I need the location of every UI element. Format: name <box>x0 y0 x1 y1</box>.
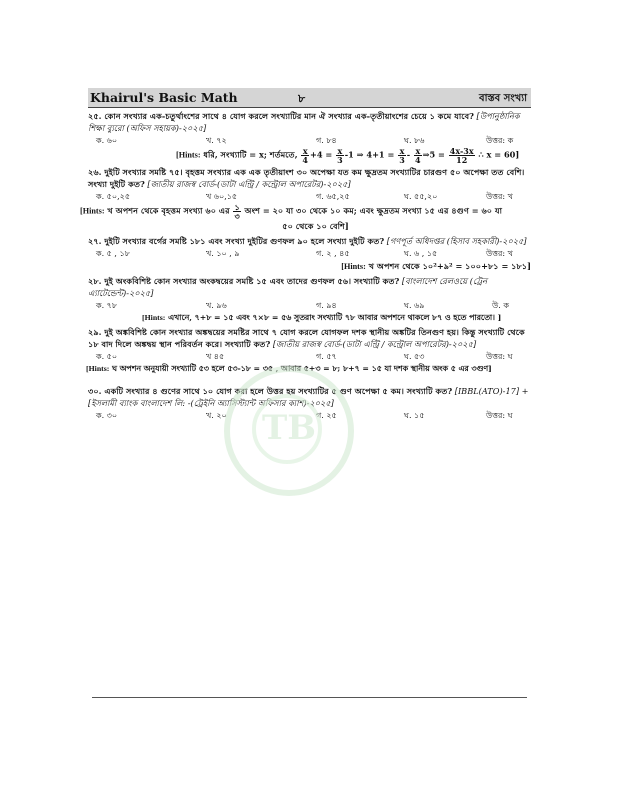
question-29 <box>88 326 531 350</box>
option-d: ঘ. ৬৯ <box>404 301 425 310</box>
hint-text: ∴ x = 60] <box>478 149 520 160</box>
hint-label: [Hints: <box>341 262 366 271</box>
option-d: ঘ. ৬ , ১৫ <box>404 249 438 258</box>
question-26 <box>88 166 531 190</box>
option-c: গ. ২ , ৪৫ <box>316 249 350 258</box>
options-25 <box>88 134 531 147</box>
hint-text: +4 = <box>310 149 333 160</box>
option-c: গ. ৬৫,২৫ <box>316 192 350 201</box>
footer-rule <box>92 697 527 698</box>
option-a: ক. ৬০ <box>96 136 118 145</box>
book-title: Khairul's Basic Math <box>90 90 238 105</box>
hint-label: [Hints: <box>176 150 201 160</box>
watermark-text: TB <box>261 408 317 448</box>
hint-28 <box>88 312 531 324</box>
hint-text: অংশ = ২০ যা ৩০ থেকে ১০ কম; এবং ক্ষুদ্রতম সংখ্যা ১৫ এর ৪গুণ = ৬০ যা <box>244 205 503 216</box>
fraction: $\frac{x}{4}$ <box>415 146 421 165</box>
options-29 <box>88 350 531 363</box>
hint-text: ধরি, সংখ্যাটি = x; শর্তমতে, <box>203 149 298 160</box>
option-a: ক. ৭৮ <box>96 301 118 310</box>
options-27 <box>88 247 531 260</box>
hint-label: [Hints: <box>142 313 166 322</box>
question-text: ২৭. দুইটি সংখ্যার বর্গের সমষ্টি ১৮১ এবং সংখ্যা দুইটির গুণফল ৯০ হলে সংখ্যা দুইটি কত? <box>88 236 385 246</box>
option-d: ঘ. ৫৩ <box>404 352 425 361</box>
options-26 <box>88 190 531 203</box>
fraction: $\frac{x}{3}$ <box>399 146 405 165</box>
option-a: ক. ৫ , ১৮ <box>96 249 130 258</box>
option-c: গ. ২৫ <box>316 411 337 420</box>
hint-text: এখানে, ৭+৮ = ১৫ এবং ৭×৮ = ৫৬ সুতরাং সংখ্যাটি ৭৮ আবার অপশনে থাকলে ৮৭ ও হতে পারতো। ] <box>168 313 502 322</box>
hint-text: -1 ⇒ 4+1 = <box>344 149 395 160</box>
fraction: $\frac{4x-3x}{12}$ <box>449 146 474 165</box>
answer: উত্তর: ক <box>486 136 514 145</box>
option-d: ঘ. ১৫ <box>404 411 425 420</box>
answer: উত্তর: খ <box>486 192 513 201</box>
option-a: ক. ৫০,২৫ <box>96 192 131 201</box>
answer: উ. ক <box>492 301 509 310</box>
watermark-logo <box>224 366 354 496</box>
option-b: খ ৬০,১৫ <box>206 192 238 201</box>
options-28 <box>88 299 531 312</box>
question-source: [গণপূর্ত অধিদপ্তর (হিসাব সহকারী)-২০২৫] <box>386 236 527 246</box>
fraction: $\frac{x}{4}$ <box>302 146 308 165</box>
question-source: [বাংলাদেশ রেলওয়ে (ট্রেন এ্যাটেন্ডেন্ট)-২০২৫] <box>88 276 487 298</box>
option-a: ক. ৩০ <box>96 411 118 420</box>
hint-label: [Hints: <box>80 206 105 216</box>
option-c: গ. ৫৭ <box>316 352 337 361</box>
question-28 <box>88 275 531 299</box>
question-text: ৩০. একটি সংখ্যার ৪ গুণের সাথে ১০ যোগ করা হলে উত্তর হয় সংখ্যাটির ৫ গুণ অপেক্ষা ৫ কম। সংখ্যাটি কত? <box>88 386 453 396</box>
hint-text: খ অপশন থেকে ১০²+৯² = ১০০+৮১ = ১৮১] <box>368 261 531 271</box>
option-b: খ. ২০ <box>206 411 227 420</box>
option-d: ঘ. ৮৬ <box>404 136 425 145</box>
answer: উত্তর: খ <box>486 249 513 258</box>
hint-label: [Hints: <box>86 364 110 373</box>
question-25 <box>88 110 531 134</box>
question-text: ২৯. দুই অঙ্কবিশিষ্ট কোন সংখ্যার অঙ্কদ্বয়ের সমষ্টির সাথে ৭ যোগ করলে যোগফল দশক স্থানীয় অঙ্কটির তিনগুণ হয়। কিন্তু সংখ্যাটি থেকে ১৮ বাদ দিলে অঙ্কদ্বয় স্থান পরিবর্তন করে। সংখ্যাটি কত? <box>88 327 525 349</box>
answer: উত্তর: ঘ <box>486 411 513 420</box>
page-number: ৮ <box>298 92 306 105</box>
question-source: [উপানুষ্ঠানিক শিক্ষা ব্যুরো (অফিস সহায়ক)-২০২৫] <box>88 111 520 133</box>
page-header <box>88 88 531 108</box>
option-a: ক. ৫০ <box>96 352 118 361</box>
question-source: [IBBL(ATO)-17] + [ইসলামী ব্যাংক বাংলাদেশ লি: -(ট্রেইনি অ্যাসিস্ট্যান্ট অফিসার ক্যাশ)-২০২৫] <box>88 386 529 408</box>
fraction: $\frac{১}{৩}$ <box>234 202 240 221</box>
question-source: [জাতীয় রাজস্ব বোর্ড-(ডাটা এন্ট্রি / কন্ট্রোল অপারেটর)-২০২৫] <box>147 179 351 189</box>
hint-26 <box>80 203 531 233</box>
chapter-title: বাস্তব সংখ্যা <box>479 93 527 104</box>
option-b: খ ৪৫ <box>206 352 225 361</box>
question-text: ২৮. দুই অংকবিশিষ্ট কোন সংখ্যার অংকদ্বয়ের সমষ্টি ১৫ এবং তাদের গুণফল ৫৬। সংখ্যাটি কত? <box>88 276 400 286</box>
question-text: ২৬. দুইটি সংখ্যার সমষ্টি ৭৫। বৃহত্তম সংখ্যার এক এক তৃতীয়াংশ ৩০ অপেক্ষা যত কম ক্ষুদ্রতম সংখ্যাটির চারগুণ ৫০ অপেক্ষা তত বেশি। সংখ্যা দুইটি কত? <box>88 167 525 189</box>
option-c: গ. ৮৪ <box>316 136 337 145</box>
option-c: গ. ৯৪ <box>316 301 337 310</box>
option-d: ঘ. ৫৫,২০ <box>404 192 438 201</box>
hint-text: - <box>406 149 411 160</box>
option-b: খ. ৭২ <box>206 136 227 145</box>
question-27 <box>88 235 531 247</box>
hint-27 <box>88 260 531 273</box>
hint-text: ৫০ থেকে ১০ বেশি] <box>282 221 349 231</box>
question-source: [জাতীয় রাজস্ব বোর্ড-(ডাটা এন্ট্রি / কন্ট্রোল অপারেটর)-২০২৫] <box>272 339 477 349</box>
option-b: খ. ১০ , ৯ <box>206 249 240 258</box>
hint-text: ঘ অপশন অনুযায়ী সংখ্যাটি ৫৩ হলে ৫৩-১৮ = ৩৫ , আবার ৫+৩ = ৮; ৮+৭ = ১৫ যা দশক স্থানীয় অংক ৫ এর ৩গুণ] <box>112 364 492 373</box>
option-b: খ. ৯৬ <box>206 301 227 310</box>
answer: উত্তর: ঘ <box>486 352 513 361</box>
fraction: $\frac{x}{3}$ <box>337 146 343 165</box>
hint-text: ⇒5 = <box>422 149 445 160</box>
question-text: ২৫. কোন সংখ্যার এক-চতুর্থাংশের সাথে ৪ যোগ করলে সংখ্যাটির মান ঐ সংখ্যার এক-তৃতীয়াংশের চেয়ে ১ কমে যাবে? <box>88 111 474 121</box>
hint-25 <box>88 147 531 164</box>
hint-text: খ অপশন থেকে বৃহত্তম সংখ্যা ৬০ এর <box>107 205 230 216</box>
